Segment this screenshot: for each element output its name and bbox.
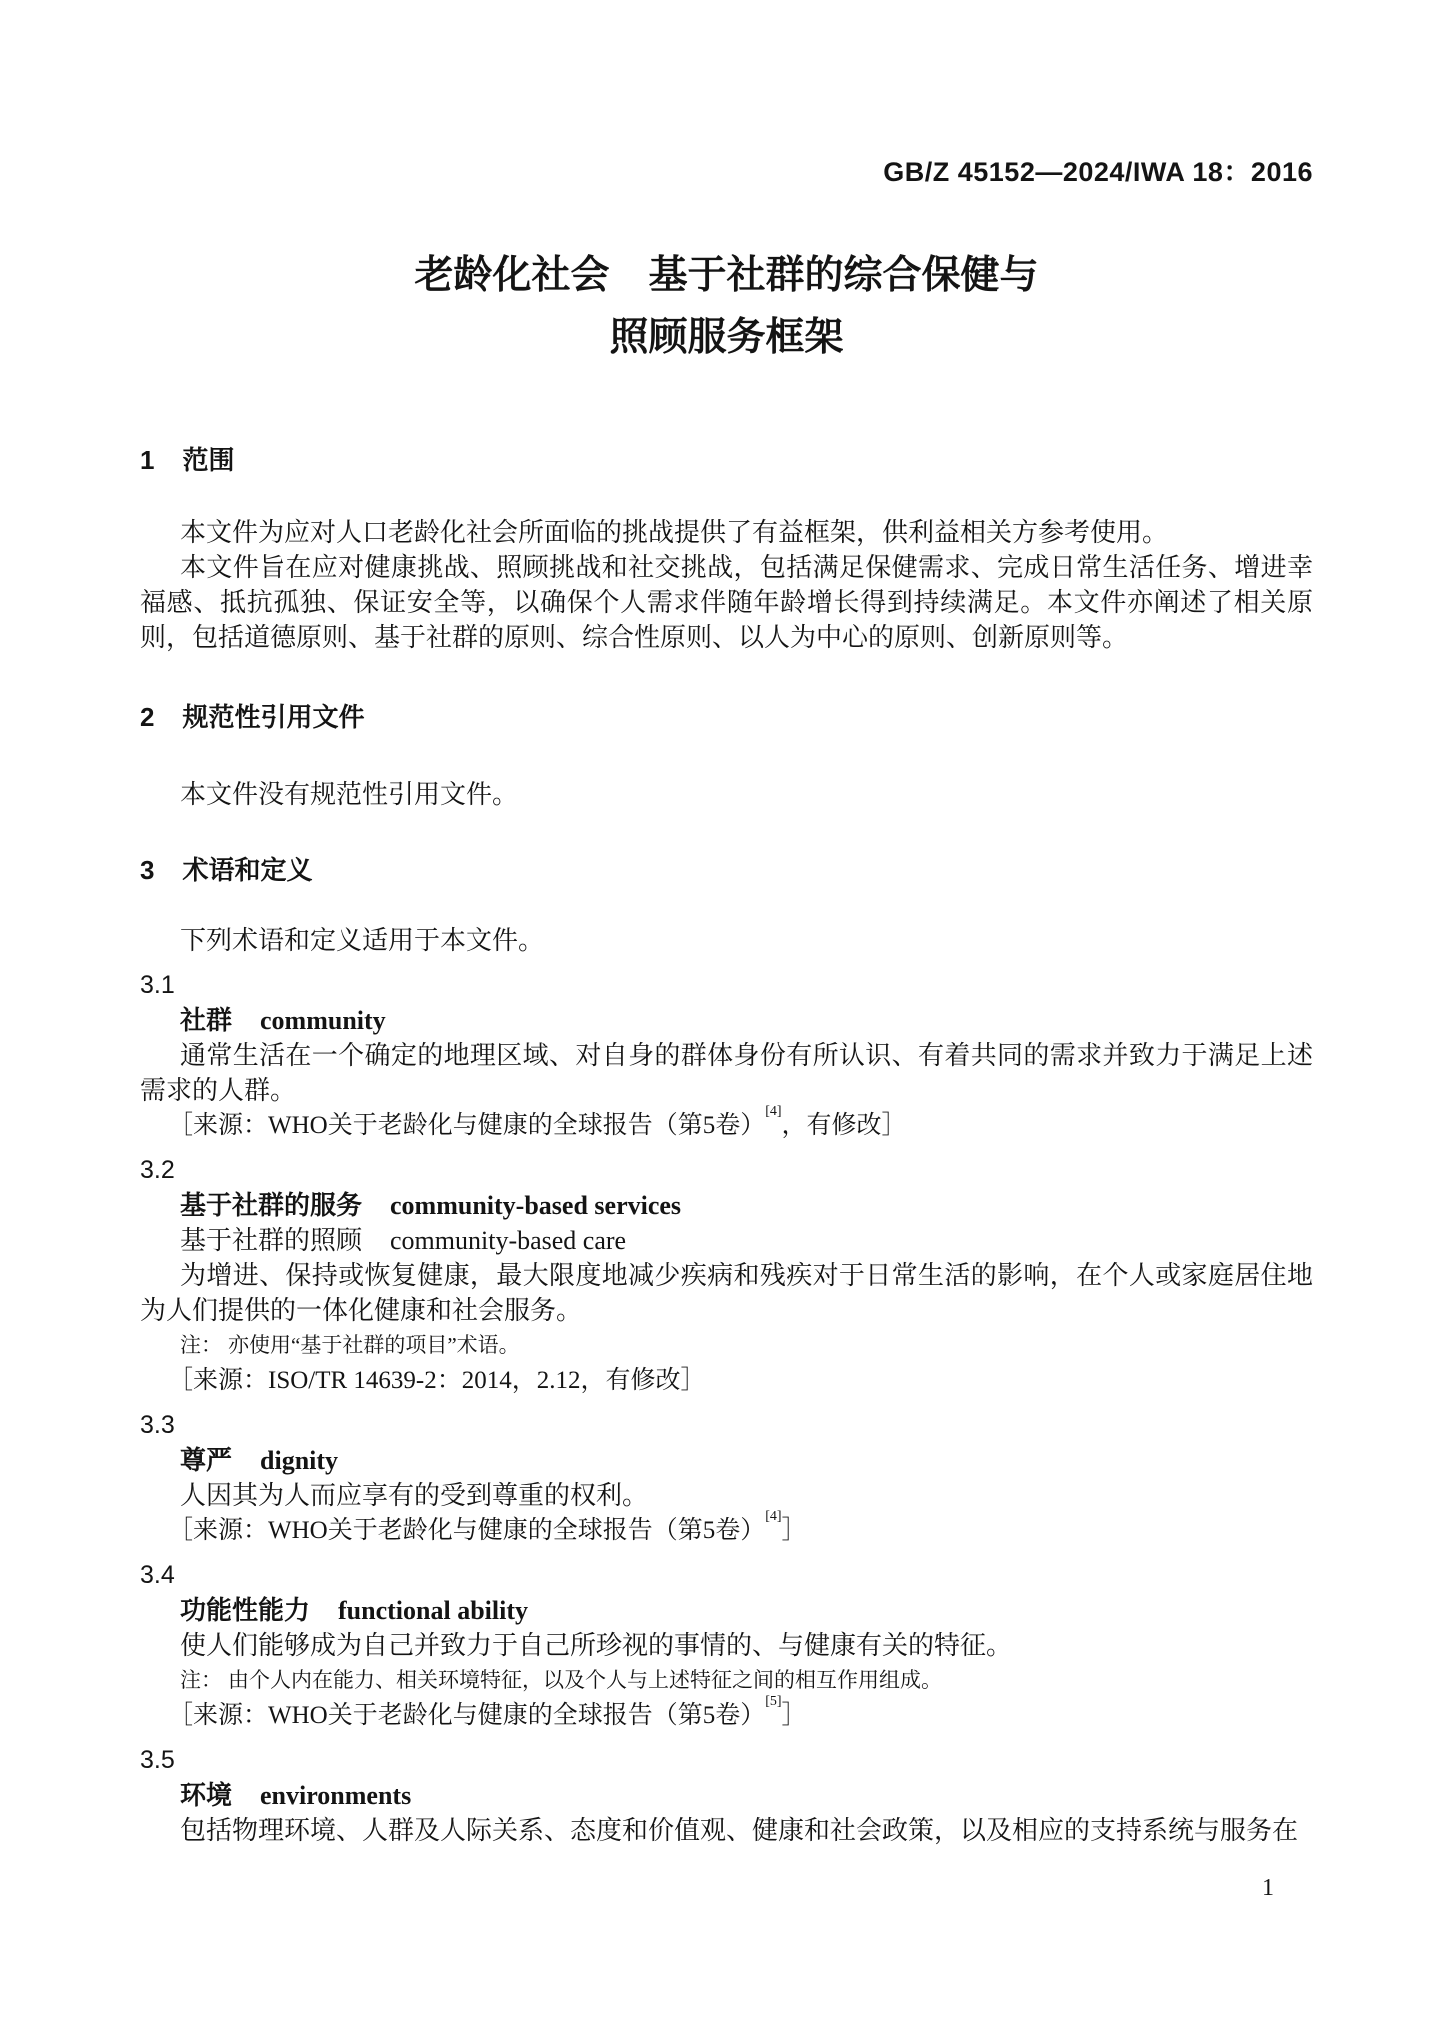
- term-number: 3.2: [140, 1156, 175, 1184]
- term-en: environments: [260, 1781, 412, 1810]
- term-number: 3.1: [140, 971, 175, 999]
- term-zh: 社群: [180, 1005, 233, 1035]
- section2-paragraph: 本文件没有规范性引用文件。: [180, 780, 519, 809]
- section3-heading: [140, 853, 1313, 888]
- section2-heading: [140, 700, 1313, 735]
- term-heading: [140, 1188, 1313, 1223]
- term-entry-3-3: [140, 1408, 1313, 1548]
- term-number: 3.5: [140, 1746, 175, 1774]
- term-source: [140, 1363, 1313, 1398]
- section3-intro: 下列术语和定义适用于本文件。: [180, 926, 545, 955]
- source-text-suffix: ］: [781, 1517, 807, 1544]
- section1-number: 1: [140, 445, 155, 475]
- term-heading: [140, 1003, 1313, 1038]
- term-note: [140, 1663, 1313, 1698]
- term-definition: 通常生活在一个确定的地理区域、对自身的群体身份有所认识、有着共同的需求并致力于满足上述需求的人群。: [140, 1041, 1313, 1105]
- note-text: 由个人内在能力、相关环境特征，以及个人与上述特征之间的相互作用组成。: [228, 1668, 942, 1692]
- term-source: [140, 1103, 1313, 1143]
- term-source: [140, 1508, 1313, 1548]
- term-alt-zh: 基于社群的照顾: [180, 1226, 363, 1255]
- note-label: 注：: [180, 1334, 222, 1357]
- source-text: ［来源：WHO关于老龄化与健康的全球报告（第5卷）: [168, 1112, 766, 1139]
- term-note: [140, 1328, 1313, 1363]
- term-en: community: [260, 1006, 386, 1035]
- source-reference: [5]: [765, 1693, 782, 1709]
- term-entry-3-1: [140, 968, 1313, 1143]
- term-zh: 基于社群的服务: [180, 1190, 363, 1220]
- term-definition: 包括物理环境、人群及人际关系、态度和价值观、健康和社会政策，以及相应的支持系统与服务在: [180, 1816, 1299, 1845]
- document-title-line2: 照顾服务框架: [609, 316, 844, 359]
- term-entry-3-5: [140, 1743, 1313, 1848]
- term-entry-3-4: [140, 1558, 1313, 1733]
- term-definition: 使人们能够成为自己并致力于自己所珍视的事情的、与健康有关的特征。: [180, 1631, 1013, 1660]
- term-en: dignity: [260, 1446, 339, 1475]
- section3-title: 术语和定义: [182, 855, 313, 885]
- source-reference: [4]: [765, 1103, 782, 1119]
- term-definition: 为增进、保持或恢复健康，最大限度地减少疾病和残疾对于日常生活的影响，在个人或家庭居住地为人们提供的一体化健康和社会服务。: [140, 1261, 1313, 1325]
- term-heading: [140, 1443, 1313, 1478]
- source-text: ［来源：WHO关于老龄化与健康的全球报告（第5卷）: [168, 1702, 766, 1729]
- term-heading: [140, 1778, 1313, 1813]
- page-content: [140, 0, 1313, 1848]
- term-en: functional ability: [338, 1596, 528, 1625]
- term-zh: 环境: [180, 1780, 233, 1810]
- section3-number: 3: [140, 855, 155, 885]
- standard-code: GB/Z 45152—2024/IWA 18：2016: [883, 157, 1313, 187]
- page-number: 1: [1262, 1875, 1274, 1901]
- term-number: 3.4: [140, 1561, 175, 1589]
- section1-heading: [140, 443, 1313, 478]
- term-alt-en: community-based care: [390, 1226, 627, 1255]
- term-source: [140, 1693, 1313, 1733]
- term-zh: 尊严: [180, 1445, 233, 1475]
- source-text: ［来源：WHO关于老龄化与健康的全球报告（第5卷）: [168, 1517, 766, 1544]
- term-alt-heading: [140, 1223, 1313, 1258]
- section1-paragraph2: 本文件旨在应对健康挑战、照顾挑战和社交挑战，包括满足保健需求、完成日常生活任务、增进幸福感、抵抗孤独、保证安全等，以确保个人需求伴随年龄增长得到持续满足。本文件亦阐述了相关原则，包括道德原则、基于社群的原则、综合性原则、以人为中心的原则、创新原则等。: [140, 553, 1313, 652]
- term-number: 3.3: [140, 1411, 175, 1439]
- term-en: community-based services: [390, 1191, 682, 1220]
- source-text: ［来源：ISO/TR 14639-2：2014，2.12，有修改］: [168, 1367, 706, 1394]
- document-title: [140, 245, 1313, 369]
- term-heading: [140, 1593, 1313, 1628]
- section1-title: 范围: [182, 445, 235, 475]
- section2-number: 2: [140, 702, 155, 732]
- note-text: 亦使用“基于社群的项目”术语。: [228, 1333, 520, 1357]
- section1-paragraph1: 本文件为应对人口老龄化社会所面临的挑战提供了有益框架，供利益相关方参考使用。: [180, 518, 1169, 547]
- section2-title: 规范性引用文件: [182, 702, 365, 732]
- source-reference: [4]: [765, 1508, 782, 1524]
- source-text-suffix: ］: [781, 1702, 807, 1729]
- source-text-suffix: ，有修改］: [781, 1112, 907, 1139]
- term-definition: 人因其为人而应享有的受到尊重的权利。: [180, 1481, 649, 1510]
- note-label: 注：: [180, 1669, 222, 1692]
- term-entry-3-2: [140, 1153, 1313, 1398]
- document-title-line1: 老龄化社会 基于社群的综合保健与: [414, 254, 1039, 297]
- term-zh: 功能性能力: [180, 1595, 311, 1625]
